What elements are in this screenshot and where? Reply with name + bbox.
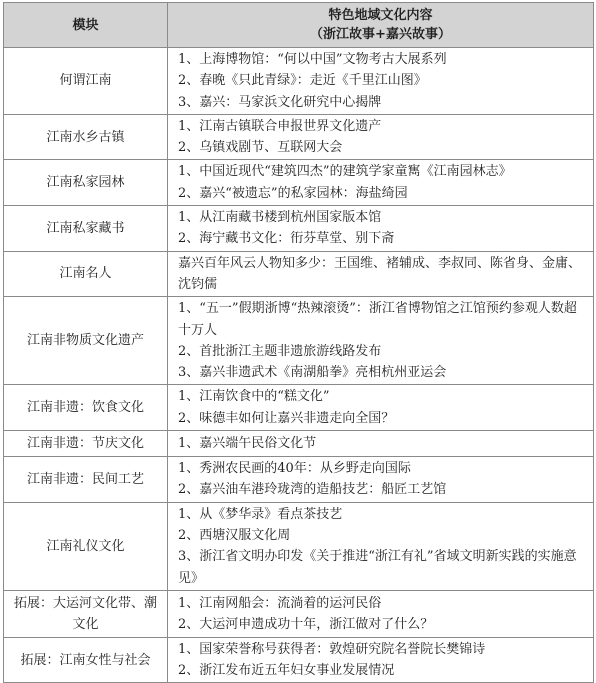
module-cell: 江南非遗：饮食文化 — [4, 385, 168, 431]
table-row — [4, 160, 594, 206]
content-cell — [168, 48, 594, 115]
module-column-header: 模块 — [4, 3, 168, 48]
content-item: 1、上海博物馆：“何以中国”文物考古大展系列 — [178, 52, 447, 67]
content-header-subtitle: （浙江故事+嘉兴故事） — [310, 27, 451, 42]
table-row — [4, 502, 594, 590]
table-row — [4, 206, 594, 252]
content-item: 3、嘉兴：马家浜文化研究中心揭牌 — [178, 94, 382, 110]
content-cell — [168, 431, 594, 457]
content-cell — [168, 385, 594, 431]
table-row — [4, 590, 594, 637]
content-item: 2、海宁藏书文化：衎芬草堂、别下斋 — [178, 231, 395, 247]
content-item: 2、春晚《只此青绿》：走近《千里江山图》 — [178, 73, 427, 89]
content-item: 2、首批浙江主题非遗旅游线路发布 — [178, 343, 382, 359]
content-cell — [168, 457, 594, 503]
content-cell — [168, 502, 594, 590]
table-row — [4, 385, 594, 431]
content-item: 1、从《梦华录》看点茶技艺 — [178, 506, 343, 522]
table-row — [4, 457, 594, 503]
module-cell: 何谓江南 — [4, 48, 168, 115]
module-cell: 江南非遗：民间工艺 — [4, 457, 168, 503]
content-item: 1、江南古镇联合申报世界文化遗产 — [178, 118, 382, 134]
module-cell: 江南私家园林 — [4, 160, 168, 206]
module-cell: 拓展：大运河文化带、潮文化 — [4, 590, 168, 637]
table-row — [4, 297, 594, 385]
content-header-title: 特色地域文化内容 — [328, 8, 433, 23]
culture-content-table — [3, 2, 594, 683]
table-row — [4, 637, 594, 683]
content-item: 1、国家荣誉称号获得者：敦煌研究院名誉院长樊锦诗 — [178, 641, 486, 657]
table-row — [4, 431, 594, 457]
content-cell — [168, 251, 594, 297]
table-row — [4, 114, 594, 160]
content-cell — [168, 206, 594, 252]
module-cell: 江南水乡古镇 — [4, 114, 168, 160]
content-item: 1、从江南藏书楼到杭州国家版本馆 — [178, 210, 382, 226]
module-cell: 江南非遗：节庆文化 — [4, 431, 168, 457]
content-item: 1、中国近现代“建筑四杰”的建筑学家童寯《江南园林志》 — [178, 164, 512, 180]
content-item: 1、嘉兴端午民俗文化节 — [178, 435, 317, 451]
content-cell — [168, 160, 594, 206]
module-cell: 江南私家藏书 — [4, 206, 168, 252]
module-cell: 江南名人 — [4, 251, 168, 297]
content-item: 2、嘉兴油车港玲珑湾的造船技艺：船匠工艺馆 — [178, 482, 447, 498]
content-cell — [168, 297, 594, 385]
content-cell — [168, 114, 594, 160]
content-item: 3、嘉兴非遗武术《南湖船拳》亮相杭州亚运会 — [178, 365, 447, 381]
module-cell: 拓展：江南女性与社会 — [4, 637, 168, 683]
content-item: 1、“五一”假期浙博“热辣滚烫”：浙江省博物馆之江馆预约参观人数超十万人 — [178, 301, 577, 338]
content-item: 1、秀洲农民画的40年：从乡野走向国际 — [178, 461, 411, 477]
content-item: 2、西塘汉服文化周 — [178, 527, 291, 543]
content-cell — [168, 590, 594, 637]
content-item: 2、乌镇戏剧节、互联网大会 — [178, 140, 343, 156]
content-item: 2、味德丰如何让嘉兴非遗走向全国？ — [178, 410, 395, 426]
content-item: 1、江南网船会：流淌着的运河民俗 — [178, 595, 382, 611]
content-item: 2、嘉兴“被遗忘”的私家园林：海盐绮园 — [178, 185, 408, 201]
content-column-header — [168, 3, 594, 48]
content-cell — [168, 637, 594, 683]
table-row — [4, 251, 594, 297]
content-item: 3、浙江省文明办印发《关于推进“浙江有礼”省域文明新实践的实施意见》 — [178, 549, 577, 586]
table-body — [4, 48, 594, 683]
table-header-row — [4, 3, 594, 48]
module-cell: 江南非物质文化遗产 — [4, 297, 168, 385]
table-row — [4, 48, 594, 115]
content-item: 2、大运河申遗成功十年，浙江做对了什么？ — [178, 616, 434, 632]
content-item: 1、江南饮食中的“糕文化” — [178, 389, 330, 405]
content-item: 嘉兴百年风云人物知多少：王国维、褚辅成、李叔同、陈省身、金庸、沈钧儒 — [178, 255, 582, 292]
module-cell: 江南礼仪文化 — [4, 502, 168, 590]
content-item: 2、浙江发布近五年妇女事业发展情况 — [178, 663, 395, 679]
